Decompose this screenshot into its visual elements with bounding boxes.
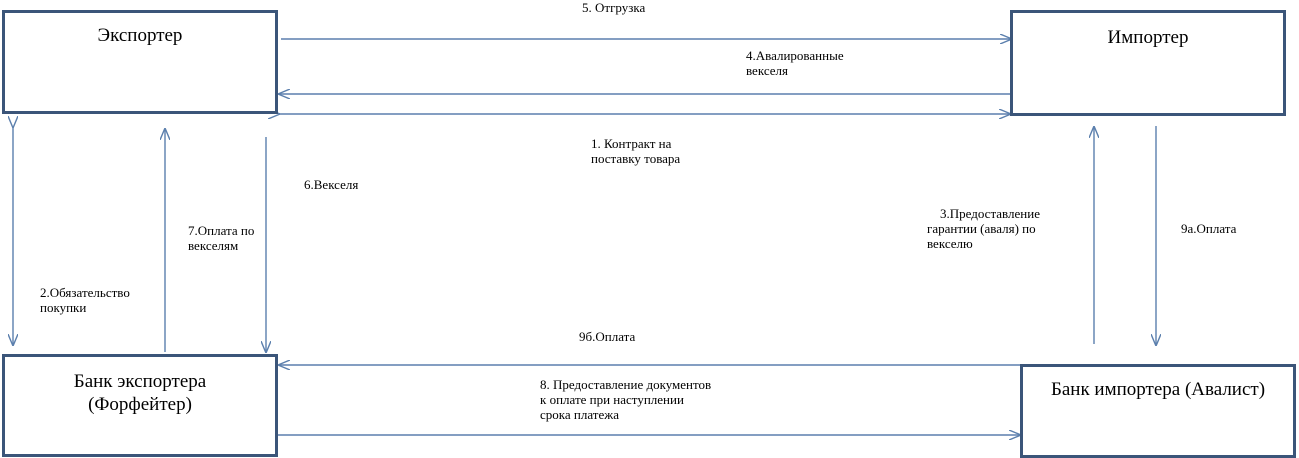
label-contract-line2: поставку товара: [591, 151, 681, 166]
label-payment-bills-line1: 7.Оплата по: [188, 223, 255, 238]
importer-box: [1010, 10, 1286, 116]
label-documents-line3: срока платежа: [540, 407, 619, 422]
label-avalized-bills-line1: 4.Авалированные: [746, 48, 844, 63]
importer-label: Импортер: [1107, 27, 1189, 48]
label-payment-9a: 9а.Оплата: [1181, 221, 1237, 236]
label-contract-line1: 1. Контракт на: [591, 136, 672, 151]
exporter-bank-label-line1: Банк экспортера: [73, 371, 207, 392]
importer-bank-label: Банк импортера (Авалист): [1050, 379, 1266, 400]
exporter-bank-label-line2: (Форфейтер): [88, 394, 192, 415]
label-shipment: 5. Отгрузка: [582, 0, 646, 15]
label-purchase-commitment-line2: покупки: [40, 300, 87, 315]
importer-bank-box: [1020, 364, 1296, 458]
exporter-box: [2, 10, 278, 114]
label-bills: 6.Векселя: [304, 177, 359, 192]
label-documents-line2: к оплате при наступлении: [540, 392, 684, 407]
exporter-label: Экспортер: [97, 25, 183, 46]
label-guarantee-line1: 3.Предоставление: [940, 206, 1040, 221]
exporter-bank-box: [2, 354, 278, 457]
label-guarantee-line2: гарантии (аваля) по: [927, 221, 1036, 236]
label-avalized-bills-line2: векселя: [746, 63, 788, 78]
label-guarantee-line3: векселю: [927, 236, 973, 251]
label-payment-bills-line2: векселям: [188, 238, 239, 253]
label-payment-9b: 9б.Оплата: [579, 329, 636, 344]
label-purchase-commitment-line1: 2.Обязательство: [40, 285, 130, 300]
label-documents-line1: 8. Предоставление документов: [540, 377, 712, 392]
